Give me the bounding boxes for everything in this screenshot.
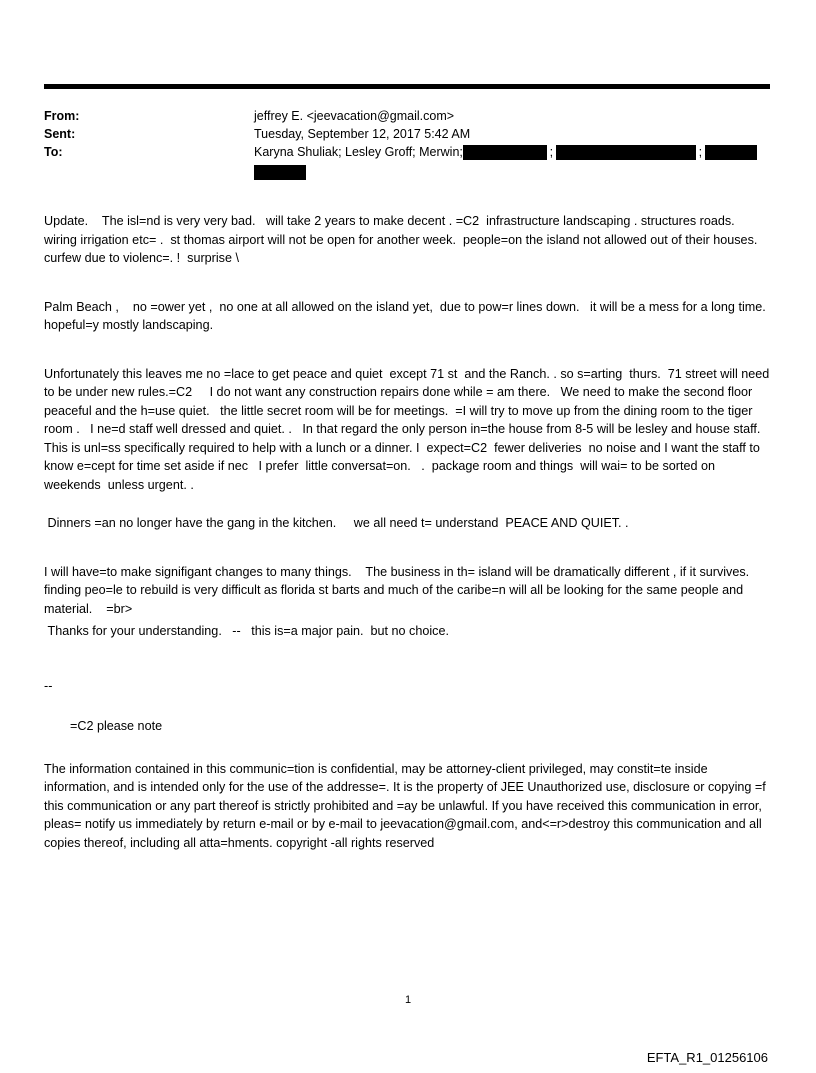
signature-note: =C2 please note	[70, 719, 163, 733]
header-row-to	[44, 143, 770, 181]
signature-dash: --	[44, 678, 53, 693]
redaction-block-3	[705, 145, 757, 160]
to-label: To:	[44, 145, 63, 159]
email-header	[44, 107, 770, 181]
body-paragraph-changes: I will have=to make signifigant changes to many things. The business in th= island will be dramatically different , if it survives. finding peo=le to rebuild is very difficult as florida st barts and much of the caribe=n will all be looking for the same people and material. =br>	[44, 564, 757, 616]
body-paragraph-thanks: Thanks for your understanding. -- this is=a major pain. but no choice.	[44, 624, 449, 638]
to-recipients-text: Karyna Shuliak; Lesley Groff; Merwin;	[254, 145, 463, 159]
from-value: jeffrey E. <jeevacation@gmail.com>	[254, 109, 455, 123]
to-second-line	[254, 163, 306, 181]
page-number: 1	[404, 994, 412, 1006]
redaction-block-1	[463, 145, 547, 160]
to-value-group	[254, 143, 770, 181]
redaction-block-4	[254, 165, 306, 180]
body-paragraph-rules: Unfortunately this leaves me no =lace to get peace and quiet except 71 st and the Ranch. . so s=arting thurs. 71 street will need to be under new rules.=C2 I do not want any construction repairs done while = am there. We need to make the second floor peaceful and the h=use quiet. the little secret room will be for meetings. =I will try to move up from the dining room to the tiger room . I ne=d staff well dressed and quiet. . In that regard the only person in=the house from 8-5 will be lesley and house staff. This is unl=ss specifically required to help with a lunch or a dinner. I expect=C2 fewer deliveries no noise and I want the staff to know e=cept for time set aside if nec I prefer little conversat=on. . package room and things will wai= to be sorted on weekends unless urgent. .	[44, 366, 773, 492]
recipient-separator-2: ;	[698, 145, 703, 159]
recipient-separator-1: ;	[549, 145, 554, 159]
bates-number: EFTA_R1_01256106	[646, 1050, 768, 1065]
sent-value: Tuesday, September 12, 2017 5:42 AM	[254, 127, 471, 141]
redaction-block-2	[556, 145, 696, 160]
confidentiality-disclaimer: The information contained in this communic=tion is confidential, may be attorney-client privileged, may constit=te inside information, and is intended only for the use of the addresse=. It is the property of JEE Unauthorized use, disclosure or copying =f this communication or any part thereof is strictly prohibited and =ay be unlawful. If you have received this communication in error, pleas= notify us immediately by return e-mail or by e-mail to jeevacation@gmail.com, and<=r>destroy this communication and all copies thereof, including all atta=hments. copyright -all rights reserved	[44, 761, 770, 850]
header-row-from	[44, 107, 770, 125]
body-paragraph-palm-beach: Palm Beach , no =ower yet , no one at all allowed on the island yet, due to pow=r lines down. it will be a mess for a long time. hopeful=y mostly landscaping.	[44, 299, 773, 332]
body-paragraph-update: Update. The isl=nd is very very bad. will take 2 years to make decent . =C2 infrastructure landscaping . structures roads. wiring irrigation etc= . st thomas airport will not be open for another week. people=on the island not allowed out of their houses. curfew due to violenc=. ! surprise \	[44, 214, 765, 265]
header-row-sent	[44, 125, 770, 143]
sent-label: Sent:	[44, 127, 76, 141]
from-label: From:	[44, 109, 80, 123]
header-rule	[44, 84, 770, 89]
body-paragraph-dinners: Dinners =an no longer have the gang in the kitchen. we all need t= understand PEACE AND QUIET. .	[44, 516, 629, 530]
email-body	[44, 212, 773, 852]
